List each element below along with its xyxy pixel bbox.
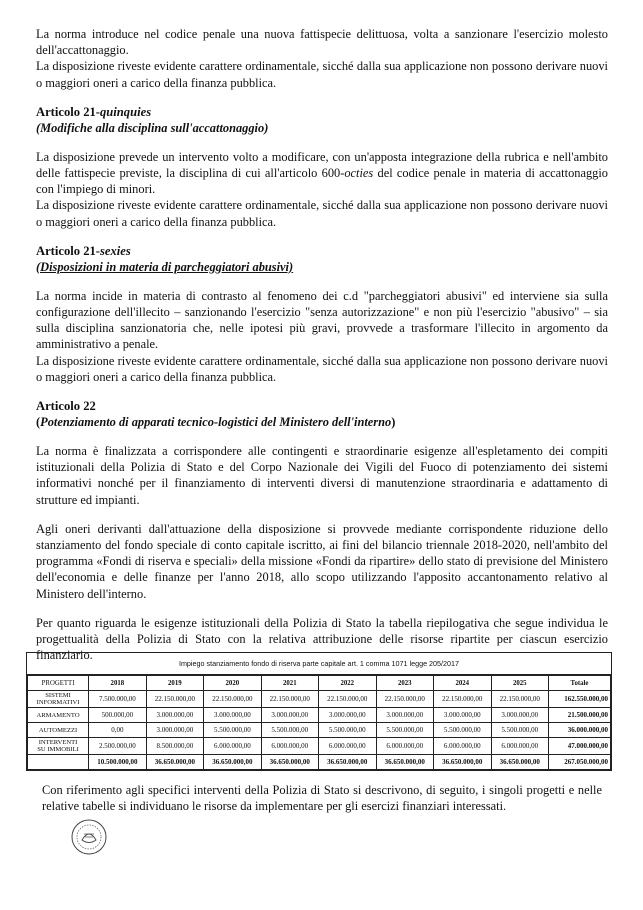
closing-paragraph: Con riferimento agli specifici interventi della Polizia di Stato si descrivono, di seguito, i singoli progetti e nelle relative tabelle si individuano le risorse da implementare per gli esercizi finanziari interessati. — [42, 783, 602, 814]
table-header-row — [28, 676, 611, 691]
table-cell: 22.150.000,00 — [434, 691, 491, 708]
table-cell: 22.150.000,00 — [146, 691, 203, 708]
table-cell: 6.000.000,00 — [376, 738, 433, 755]
row-label: SISTEMI INFORMATIVI — [28, 691, 89, 708]
col-header: 2020 — [204, 676, 261, 691]
table-cell: 5.500.000,00 — [319, 723, 376, 738]
sum-cell: 36.650.000,00 — [146, 755, 203, 770]
document-body — [36, 26, 608, 663]
sum-cell: 36.650.000,00 — [491, 755, 548, 770]
table-cell: 0,00 — [89, 723, 146, 738]
row-total: 36.000.000,00 — [548, 723, 610, 738]
table-cell: 5.500.000,00 — [204, 723, 261, 738]
col-header: 2021 — [261, 676, 318, 691]
table-cell: 6.000.000,00 — [434, 738, 491, 755]
article-21-quinquies-paragraph-1: La disposizione prevede un intervento volto a modificare, con un'apposta integrazione della rubrica e nell'ambito delle fattispecie previste, la disciplina di cui all'articolo 600-octies del codice penale in materia di accattonaggio con l'impiego di minori. — [36, 149, 608, 197]
table-cell: 22.150.000,00 — [376, 691, 433, 708]
article-22-paragraph-3: Per quanto riguarda le esigenze istituzionali della Polizia di Stato la tabella riepilogativa che segue individua le progettualità della Polizia di Stato con la relativa attribuzione delle risorse ripartite per ciascun esercizio finanziario. — [36, 615, 608, 663]
col-header: 2025 — [491, 676, 548, 691]
table-row — [28, 691, 611, 708]
article-22-paragraph-2: Agli oneri derivanti dall'attuazione della disposizione si provvede mediante corrispondente riduzione dello stanziamento del fondo speciale di conto capitale iscritto, ai fini del bilancio triennale 2018-2020, nell'ambito del programma «Fondi di riserva e speciali» della missione «Fondi da ripartire» dello stato di previsione del Ministero dell'economia e delle finanze per l'anno 2018, allo scopo utilizzando l'apposito accantonamento relativo al Ministero dell'interno. — [36, 521, 608, 601]
table-cell: 3.000.000,00 — [319, 708, 376, 723]
official-seal-icon — [70, 818, 108, 856]
table-sum-row — [28, 755, 611, 770]
table-cell: 22.150.000,00 — [319, 691, 376, 708]
budget-table-container — [26, 652, 612, 771]
row-label: AUTOMEZZI — [28, 723, 89, 738]
table-cell: 2.500.000,00 — [89, 738, 146, 755]
table-cell: 3.000.000,00 — [204, 708, 261, 723]
table-cell: 6.000.000,00 — [319, 738, 376, 755]
article-21-sexies-subtitle: (Disposizioni in materia di parcheggiatori abusivi) — [36, 259, 294, 274]
article-22-title: Articolo 22 — [36, 399, 96, 414]
row-label: INTERVENTI SU IMMOBILI — [28, 738, 89, 755]
table-cell: 22.150.000,00 — [261, 691, 318, 708]
sum-cell: 36.650.000,00 — [261, 755, 318, 770]
col-header: 2022 — [319, 676, 376, 691]
table-cell: 3.000.000,00 — [376, 708, 433, 723]
sum-cell: 36.650.000,00 — [319, 755, 376, 770]
row-total: 47.000.000,00 — [548, 738, 610, 755]
intro-paragraph-1: La norma introduce nel codice penale una nuova fattispecie delittuosa, volta a sanzionare l'esercizio molesto dell'accattonaggio. — [36, 27, 608, 58]
sum-cell: 36.650.000,00 — [434, 755, 491, 770]
table-row — [28, 723, 611, 738]
article-21-sexies-paragraph-1: La norma incide in materia di contrasto al fenomeno dei c.d "parcheggiatori abusivi" ed interviene sia sulla configurazione dell'illecito – sanzionando l'esercizio "senza autorizzazione" e non più l'esercizio "abusivo" – sia sulla disciplina sanzionatoria che, nelle ipotesi più gravi, provvede a trasformare l'illecito in argomento da amministrativo a penale. — [36, 288, 608, 352]
table-cell: 5.500.000,00 — [376, 723, 433, 738]
sum-label-cell — [28, 755, 89, 770]
article-21-quinquies-paragraph-2: La disposizione riveste evidente carattere ordinamentale, sicché dalla sua applicazione non possono derivare nuovi o maggiori oneri a carico della finanza pubblica. — [36, 198, 608, 229]
table-cell: 7.500.000,00 — [89, 691, 146, 708]
article-21-sexies-title: Articolo 21-sexies — [36, 243, 131, 258]
article-21-sexies-paragraph-2: La disposizione riveste evidente carattere ordinamentale, sicché dalla sua applicazione non possono derivare nuovi o maggiori oneri a carico della finanza pubblica. — [36, 353, 608, 384]
table-cell: 6.000.000,00 — [261, 738, 318, 755]
row-total: 162.550.000,00 — [548, 691, 610, 708]
col-header: 2023 — [376, 676, 433, 691]
budget-table-caption: Impiego stanziamento fondo di riserva parte capitale art. 1 comma 1071 legge 205/2017 — [27, 653, 611, 675]
col-header: 2018 — [89, 676, 146, 691]
row-label: ARMAMENTO — [28, 708, 89, 723]
grand-total: 267.050.000,00 — [548, 755, 610, 770]
table-cell: 6.000.000,00 — [491, 738, 548, 755]
table-cell: 5.500.000,00 — [434, 723, 491, 738]
table-row — [28, 708, 611, 723]
article-21-quinquies-subtitle: (Modifiche alla disciplina sull'accattonaggio) — [36, 120, 269, 135]
table-row — [28, 738, 611, 755]
table-cell: 22.150.000,00 — [204, 691, 261, 708]
sum-cell: 36.650.000,00 — [204, 755, 261, 770]
article-22-subtitle: (Potenziamento di apparati tecnico-logistici del Ministero dell'interno) — [36, 415, 396, 430]
table-cell: 3.000.000,00 — [146, 708, 203, 723]
table-cell: 500.000,00 — [89, 708, 146, 723]
budget-table — [27, 675, 611, 770]
table-cell: 3.000.000,00 — [491, 708, 548, 723]
sum-cell: 36.650.000,00 — [376, 755, 433, 770]
article-22-paragraph-1: La norma è finalizzata a corrispondere alle contingenti e straordinarie esigenze all'espletamento dei compiti istituzionali della Polizia di Stato e del Corpo Nazionale dei Vigili del Fuoco di potenziamento dei sistemi informativi nonché per il finanziamento di interventi diversi di manutenzione straordinaria e adattamento di strutture ed impianti. — [36, 444, 608, 507]
row-total: 21.500.000,00 — [548, 708, 610, 723]
sum-cell: 10.500.000,00 — [89, 755, 146, 770]
table-cell: 3.000.000,00 — [261, 708, 318, 723]
table-cell: 22.150.000,00 — [491, 691, 548, 708]
table-cell: 8.500.000,00 — [146, 738, 203, 755]
col-header: 2024 — [434, 676, 491, 691]
col-header: 2019 — [146, 676, 203, 691]
table-cell: 3.000.000,00 — [434, 708, 491, 723]
col-header: Totale — [548, 676, 610, 691]
intro-paragraph-2: La disposizione riveste evidente carattere ordinamentale, sicché dalla sua applicazione non possono derivare nuovi o maggiori oneri a carico della finanza pubblica. — [36, 59, 608, 90]
table-cell: 5.500.000,00 — [261, 723, 318, 738]
table-cell: 5.500.000,00 — [491, 723, 548, 738]
table-cell: 3.000.000,00 — [146, 723, 203, 738]
article-21-quinquies-title: Articolo 21-quinquies — [36, 104, 152, 119]
closing-section — [42, 782, 602, 814]
col-header: PROGETTI — [28, 676, 89, 691]
table-cell: 6.000.000,00 — [204, 738, 261, 755]
